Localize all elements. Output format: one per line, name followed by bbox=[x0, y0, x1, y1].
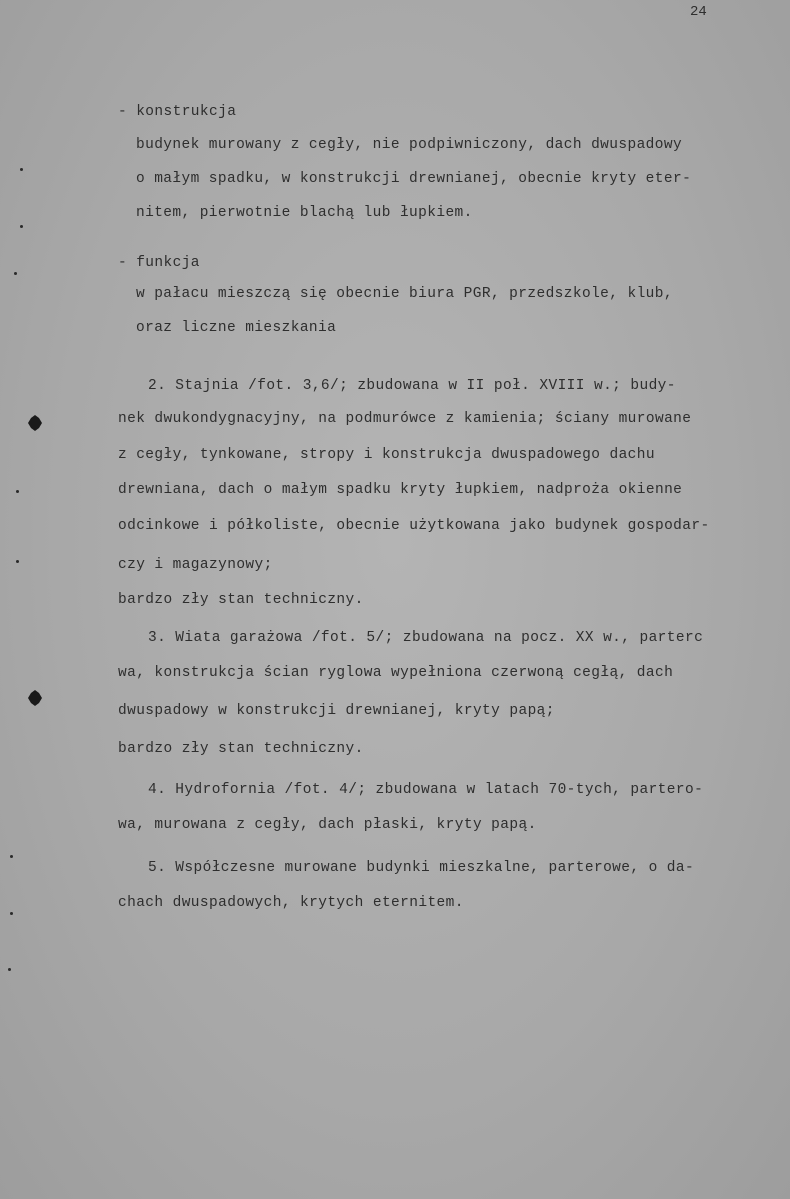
text-line: 3. Wiata garażowa /fot. 5/; zbudowana na pocz. XX w., parterc bbox=[148, 630, 704, 646]
text-line: odcinkowe i półkoliste, obecnie użytkowana jako budynek gospodar- bbox=[118, 518, 710, 534]
text-line: - funkcja bbox=[118, 255, 200, 271]
margin-mark bbox=[20, 225, 23, 228]
text-line: z cegły, tynkowane, stropy i konstrukcja dwuspadowego dachu bbox=[118, 447, 655, 463]
margin-mark bbox=[20, 168, 23, 171]
text-line: w pałacu mieszczą się obecnie biura PGR, przedszkole, klub, bbox=[136, 286, 673, 302]
text-line: bardzo zły stan techniczny. bbox=[118, 741, 364, 757]
text-line: 5. Współczesne murowane budynki mieszkalne, parterowe, o da- bbox=[148, 860, 695, 876]
text-line: wa, konstrukcja ścian ryglowa wypełniona czerwoną cegłą, dach bbox=[118, 665, 674, 681]
text-line: drewniana, dach o małym spadku kryty łupkiem, nadproża okienne bbox=[118, 482, 683, 498]
text-line: dwuspadowy w konstrukcji drewnianej, kryty papą; bbox=[118, 703, 555, 719]
binder-hole-icon bbox=[28, 690, 42, 706]
margin-mark bbox=[16, 490, 19, 493]
text-line: budynek murowany z cegły, nie podpiwniczony, dach dwuspadowy bbox=[136, 137, 683, 153]
margin-mark bbox=[10, 855, 13, 858]
margin-mark bbox=[10, 912, 13, 915]
text-line: 4. Hydrofornia /fot. 4/; zbudowana w latach 70-tych, partero- bbox=[148, 782, 704, 798]
binder-hole-icon bbox=[28, 415, 42, 431]
text-line: nek dwukondygnacyjny, na podmurówce z kamienia; ściany murowane bbox=[118, 411, 692, 427]
text-line: o małym spadku, w konstrukcji drewnianej, obecnie kryty eter- bbox=[136, 171, 692, 187]
text-line: 2. Stajnia /fot. 3,6/; zbudowana w II poł. XVIII w.; budy- bbox=[148, 378, 676, 394]
text-line: - konstrukcja bbox=[118, 104, 237, 120]
page-number: 24 bbox=[690, 4, 707, 20]
text-line: oraz liczne mieszkania bbox=[136, 320, 337, 336]
margin-mark bbox=[8, 968, 11, 971]
text-line: chach dwuspadowych, krytych eternitem. bbox=[118, 895, 464, 911]
margin-mark bbox=[14, 272, 17, 275]
text-line: czy i magazynowy; bbox=[118, 557, 273, 573]
text-line: bardzo zły stan techniczny. bbox=[118, 592, 364, 608]
margin-mark bbox=[16, 560, 19, 563]
text-line: nitem, pierwotnie blachą lub łupkiem. bbox=[136, 205, 473, 221]
text-line: wa, murowana z cegły, dach płaski, kryty papą. bbox=[118, 817, 537, 833]
